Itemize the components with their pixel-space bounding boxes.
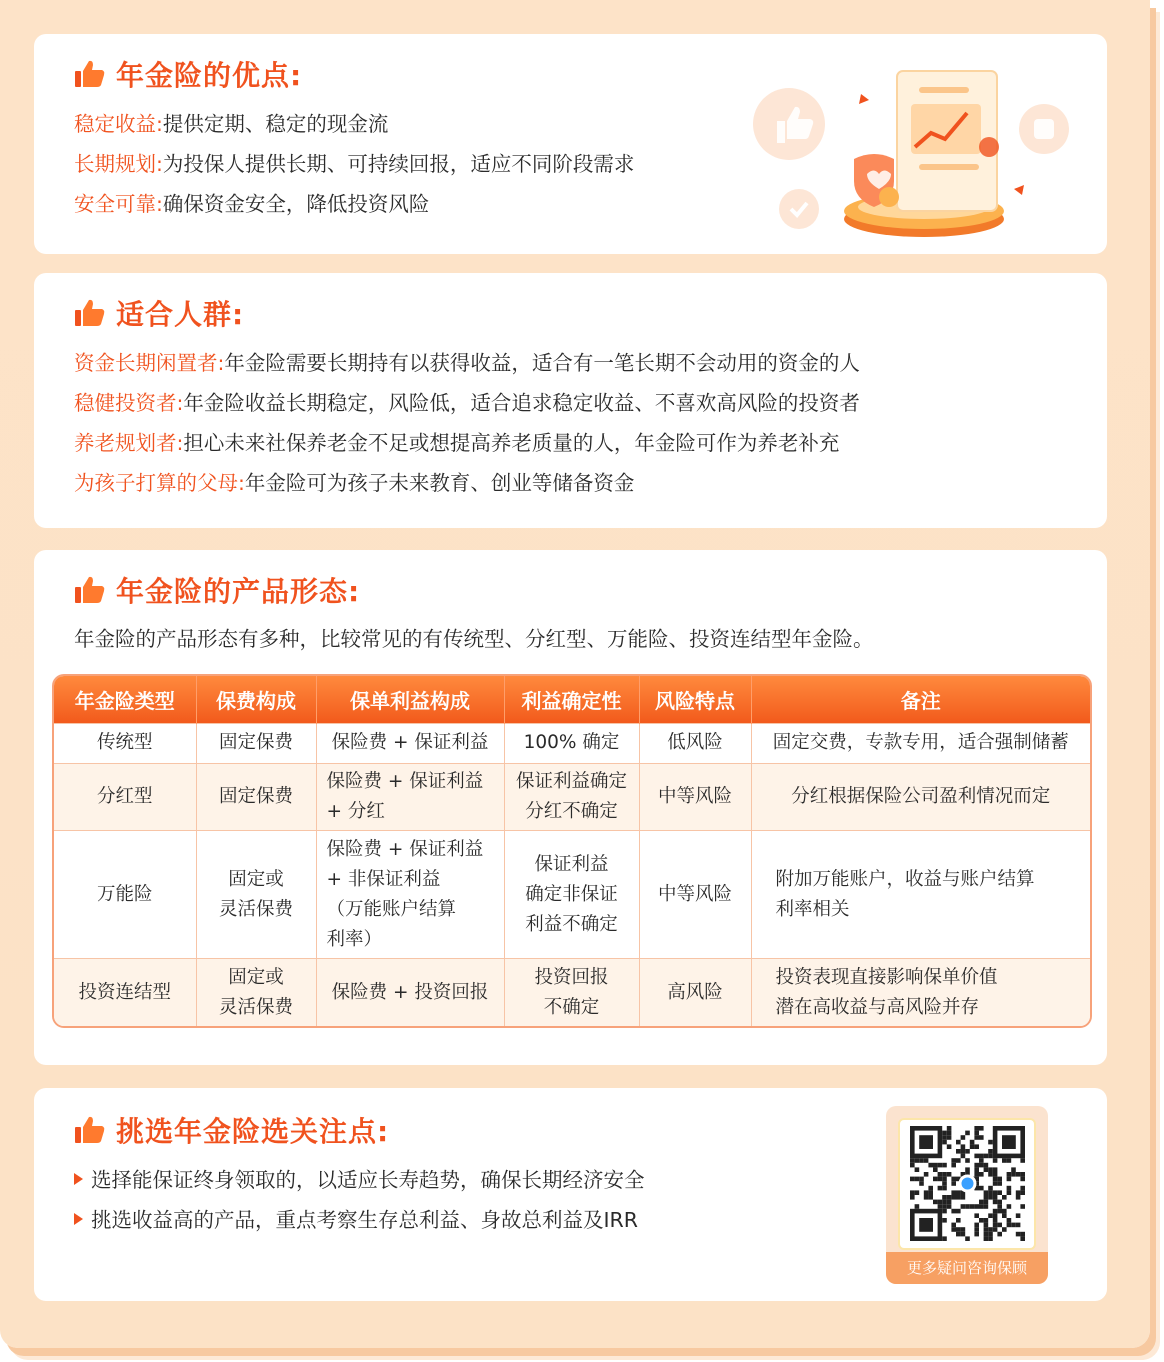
document-growth-illustration	[749, 49, 1079, 239]
table-cell: 附加万能账户，收益与账户结算 利率相关	[751, 830, 1090, 958]
advantage-item: 长期规划:为投保人提供长期、可持续回报，适应不同阶段需求	[74, 152, 635, 176]
forms-title: 年金险的产品形态:	[116, 575, 361, 608]
tip-item: 挑选收益高的产品，重点考察生存总利益、身故总利益及IRR	[74, 1203, 638, 1233]
table-cell: 固定交费，专款专用，适合强制储蓄	[751, 723, 1090, 763]
bullet-triangle-icon	[74, 1213, 83, 1225]
advantage-item: 安全可靠:确保资金安全，降低投资风险	[74, 192, 430, 216]
table-cell: 投资回报 不确定	[504, 959, 639, 1026]
advantages-heading	[74, 54, 302, 94]
qr-code[interactable]	[898, 1118, 1036, 1250]
table-cell: 保险费 + 保证利益 + 非保证利益 （万能账户结算 利率）	[316, 830, 504, 958]
table-header-row	[54, 676, 1090, 723]
table-cell: 中等风险	[639, 830, 751, 958]
audience-item: 为孩子打算的父母:年金险可为孩子未来教育、创业等储备资金	[74, 471, 635, 495]
table-cell: 万能险	[54, 830, 196, 958]
tip-item: 选择能保证终身领取的，以适应长寿趋势，确保长期经济安全	[74, 1163, 645, 1193]
table-cell: 低风险	[639, 723, 751, 763]
table-cell: 分红根据保险公司盈利情况而定	[751, 763, 1090, 830]
advantages-card	[34, 34, 1107, 254]
audience-item: 养老规划者:担心未来社保养老金不足或想提高养老质量的人，年金险可作为养老补充	[74, 431, 840, 455]
table-cell: 投资连结型	[54, 959, 196, 1026]
table-cell: 高风险	[639, 959, 751, 1026]
table-header-cell: 保费构成	[196, 676, 316, 723]
audience-item: 稳健投资者:年金险收益长期稳定，风险低，适合追求稳定收益、不喜欢高风险的投资者	[74, 391, 860, 415]
table-header-cell: 年金险类型	[54, 676, 196, 723]
tips-title: 挑选年金险选关注点:	[116, 1115, 390, 1148]
bullet-triangle-icon	[74, 1173, 83, 1185]
table-cell: 保险费 + 保证利益	[316, 723, 504, 763]
tips-heading	[74, 1110, 389, 1150]
qr-code-panel[interactable]	[886, 1106, 1048, 1284]
table-cell: 保险费 + 保证利益 + 分红	[316, 763, 504, 830]
audience-title: 适合人群:	[116, 298, 245, 331]
table-cell: 保证利益确定 分红不确定	[504, 763, 639, 830]
table-cell: 固定或 灵活保费	[196, 959, 316, 1026]
table-cell: 固定保费	[196, 763, 316, 830]
table-cell: 固定保费	[196, 723, 316, 763]
forms-card	[34, 550, 1107, 1065]
audience-card	[34, 273, 1107, 528]
thumbs-up-icon	[74, 575, 106, 605]
product-forms-table	[52, 674, 1092, 1028]
table-row	[54, 723, 1090, 763]
forms-heading	[74, 570, 360, 610]
table-cell: 保证利益 确定非保证 利益不确定	[504, 830, 639, 958]
table-row	[54, 763, 1090, 830]
advantage-item: 稳定收益:提供定期、稳定的现金流	[74, 112, 389, 136]
advantages-title: 年金险的优点:	[116, 59, 303, 92]
table-header-cell: 风险特点	[639, 676, 751, 723]
qr-label: 更多疑问咨询保顾	[886, 1252, 1048, 1284]
thumbs-up-icon	[74, 298, 106, 328]
audience-heading	[74, 293, 244, 333]
table-header-cell: 备注	[751, 676, 1090, 723]
table-cell: 固定或 灵活保费	[196, 830, 316, 958]
table-row	[54, 830, 1090, 958]
thumbs-up-icon	[74, 59, 106, 89]
thumbs-up-icon	[74, 1115, 106, 1145]
tips-card	[34, 1088, 1107, 1301]
table-header-cell: 保单利益构成	[316, 676, 504, 723]
table-cell: 100% 确定	[504, 723, 639, 763]
table-cell: 投资表现直接影响保单价值 潜在高收益与高风险并存	[751, 959, 1090, 1026]
table-header-cell: 利益确定性	[504, 676, 639, 723]
table-cell: 分红型	[54, 763, 196, 830]
table-cell: 保险费 + 投资回报	[316, 959, 504, 1026]
qr-code-icon	[900, 1120, 1034, 1248]
table-cell: 中等风险	[639, 763, 751, 830]
forms-intro: 年金险的产品形态有多种，比较常见的有传统型、分红型、万能险、投资连结型年金险。	[74, 627, 874, 651]
audience-item: 资金长期闲置者:年金险需要长期持有以获得收益，适合有一笔长期不会动用的资金的人	[74, 351, 860, 375]
table-row	[54, 959, 1090, 1026]
table-cell: 传统型	[54, 723, 196, 763]
